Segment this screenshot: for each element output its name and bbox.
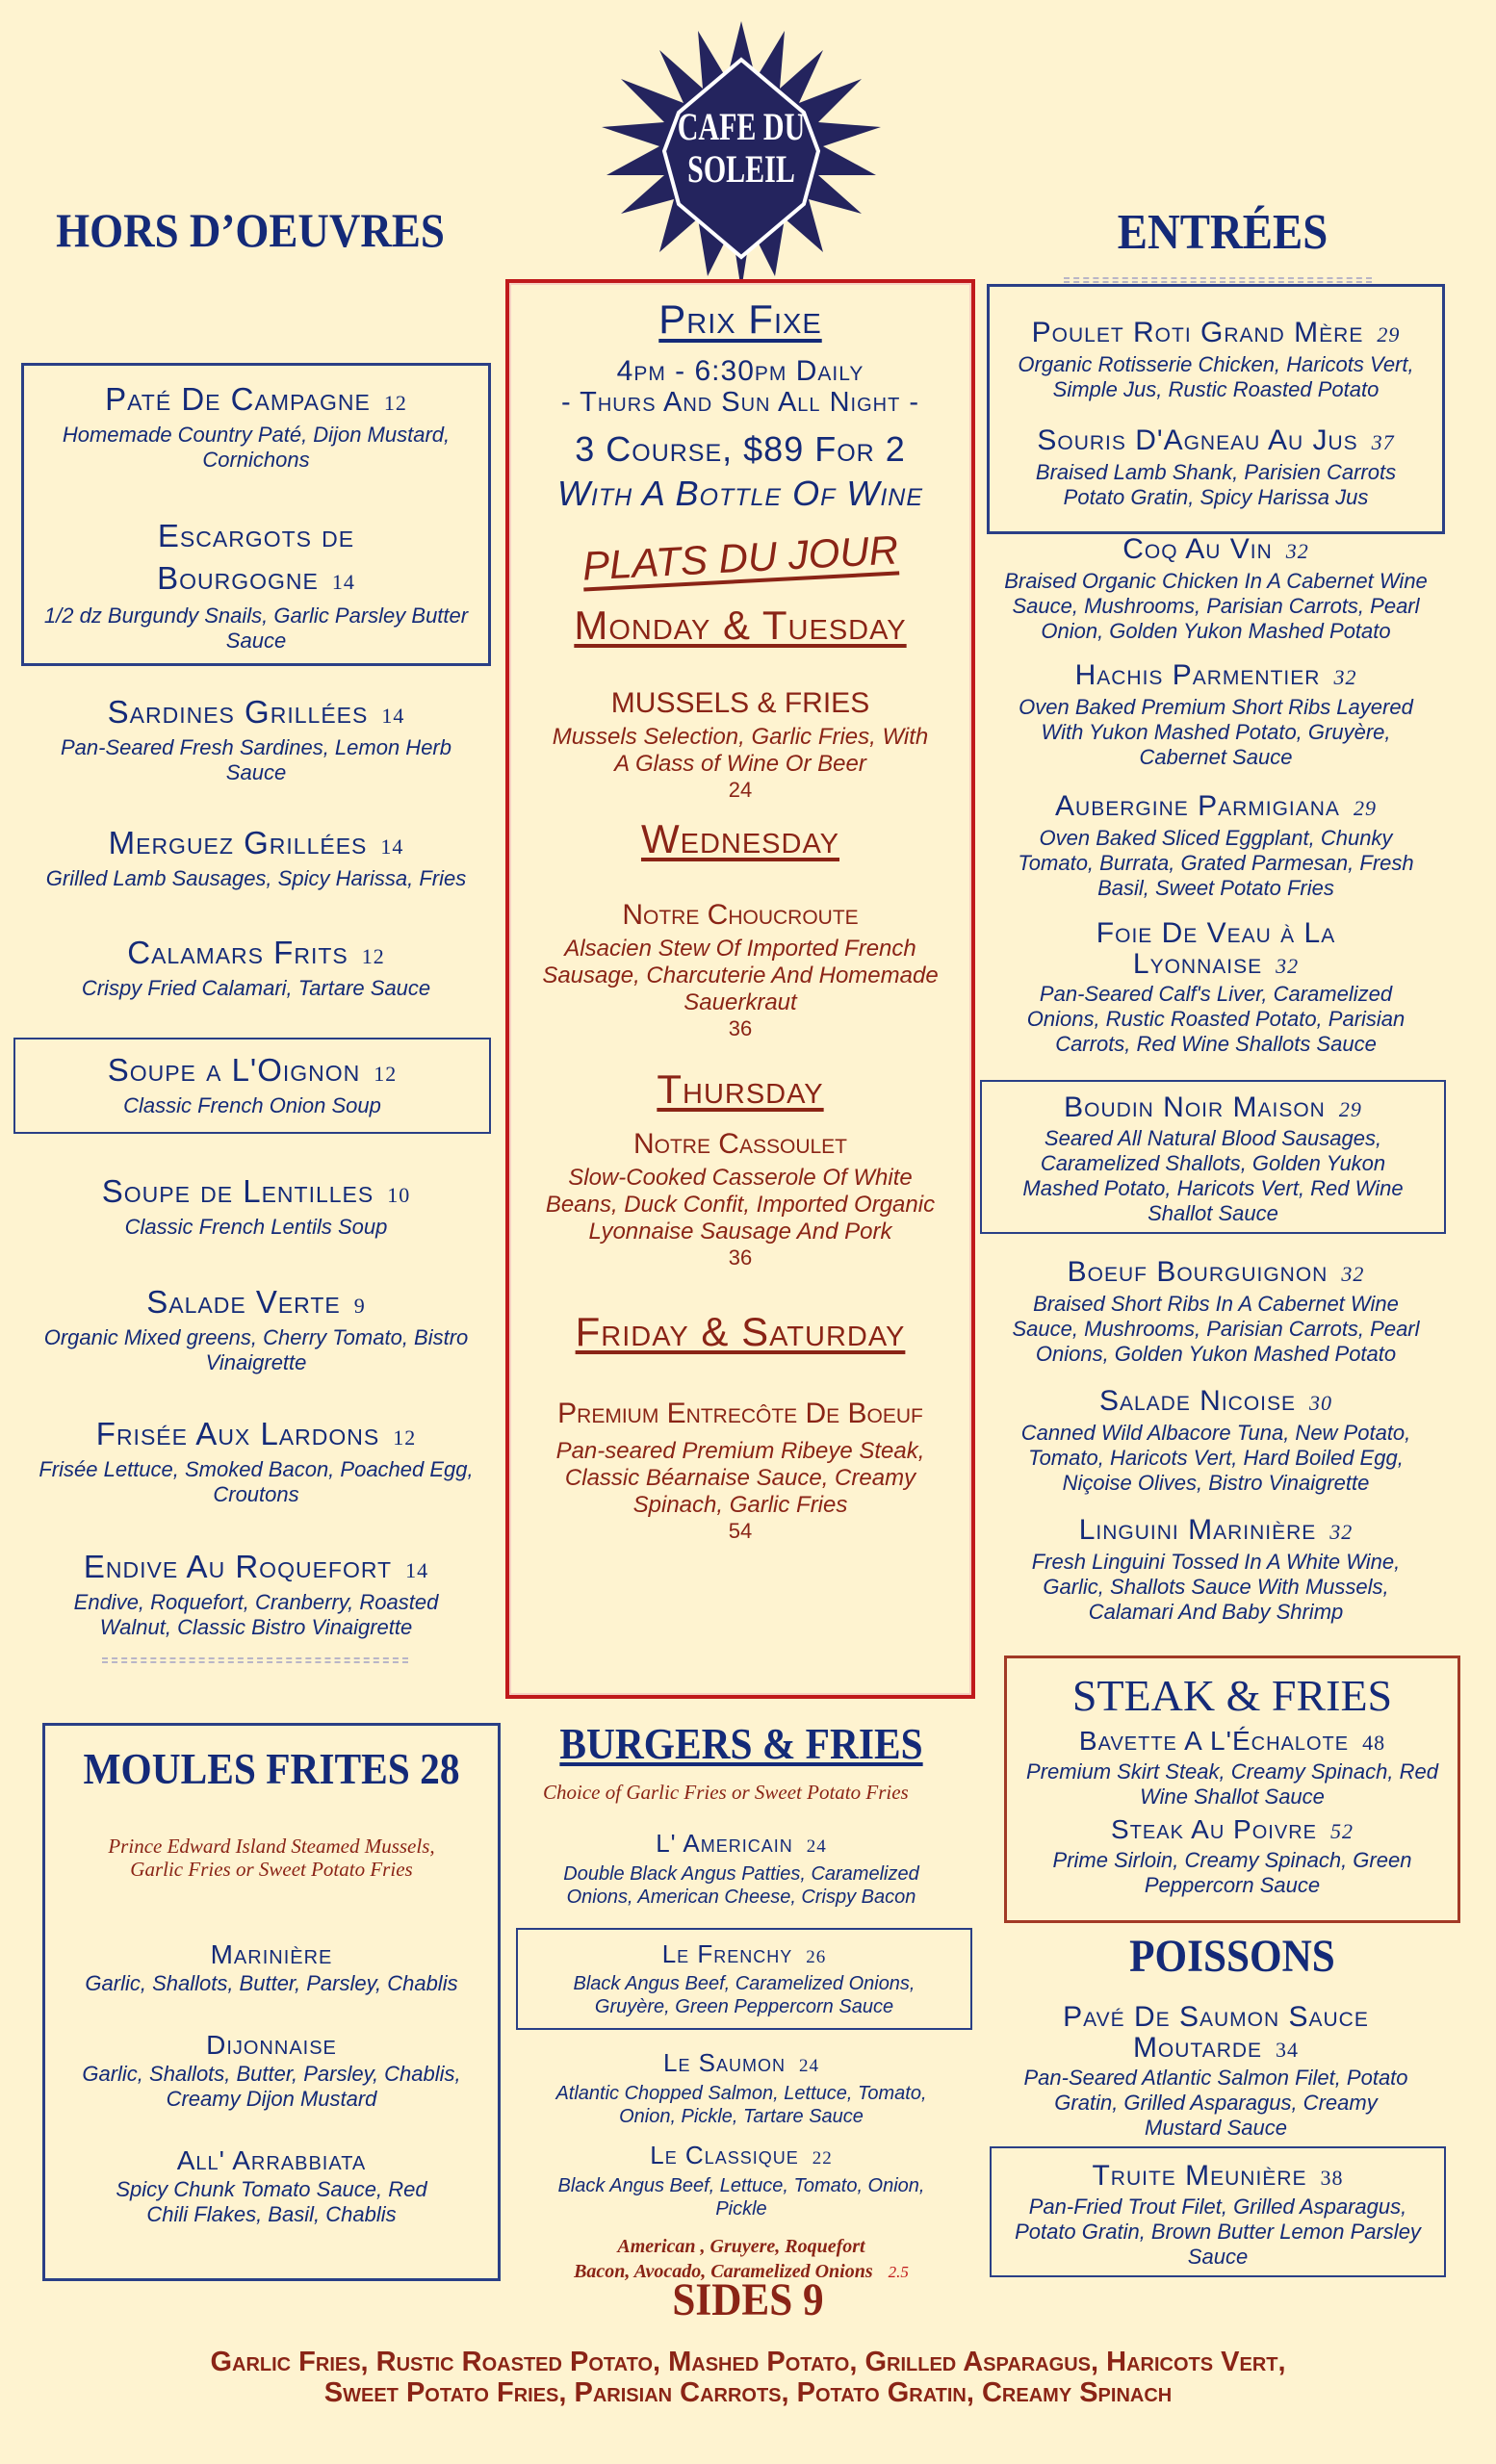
moules-frites-title: MOULES FRITES 28 [83,1744,460,1793]
dish-desc: Mussels Selection, Garlic Fries, With A Glass of Wine Or Beer [552,724,929,777]
menu-item: Salade Nicoise 30 Canned Wild Albacore Tuna, New Potato, Tomato, Haricots Vert, Hard Boiled Egg, Niçoise Olives, Bistro Vinaigrette [1020,1385,1411,1495]
dish-price: 36 [728,1016,753,1040]
divider [1064,277,1372,283]
burgers-title: BURGERS & FRIES [559,1719,923,1768]
burgers-subtitle: Choice of Garlic Fries or Sweet Potato Fries [543,1781,909,1804]
menu-item: Le Classique 22 Black Angus Beef, Lettuce, Tomato, Onion, Pickle [557,2141,925,2220]
dish-price: 36 [728,1245,753,1270]
divider [102,1657,408,1663]
dish-name: Notre Cassoulet [632,1128,848,1160]
menu-item: Poulet Roti Grand Mère 29 Organic Rotisserie Chicken, Haricots Vert, Simple Jus, Rustic Roasted Potato [1018,317,1414,401]
dish-desc: Slow-Cooked Casserole Of White Beans, Duck Confit, Imported Organic Lyonnaise Sausage And Pork [545,1165,936,1245]
menu-item-boxed: Soupe a L'Oignon 12 Classic French Onion Soup [13,1038,491,1134]
menu-item: Salade Verte 9 Organic Mixed greens, Cherry Tomato, Bistro Vinaigrette [43,1284,469,1374]
sides-list: Garlic Fries, Rustic Roasted Potato, Mashed Potato, Grilled Asparagus, Haricots Vert, Sweet Potato Fries, Parisian Carrots, Potato Gratin, Creamy Spinach [210,2347,1286,2408]
prix-fixe-wine: With A Bottle Of Wine [556,474,924,513]
dish-desc: Pan-seared Premium Ribeye Steak, Classic Béarnaise Sauce, Creamy Spinach, Garlic Fries [555,1438,925,1518]
prix-fixe-hours: 4pm - 6:30pm Daily [616,355,864,387]
menu-item: Bavette A L'Échalote 48 Premium Skirt Steak, Creamy Spinach, Red Wine Shallot Sauce [1026,1726,1438,1809]
logo [582,21,900,281]
dish-price: 24 [728,778,753,802]
menu-item-boxed: Le Frenchy 26 Black Angus Beef, Caramelized Onions, Gruyère, Green Peppercorn Sauce [516,1928,972,2030]
menu-item: Dijonnaise Garlic, Shallots, Butter, Parsley, Chablis, Creamy Dijon Mustard [82,2030,461,2111]
menu-item-boxed: Truite Meunière 38 Pan-Fried Trout Filet, Grilled Asparagus, Potato Gratin, Brown Butter Lemon Parsley Sauce [990,2146,1446,2277]
poissons-title: POISSONS [1129,1931,1335,1982]
menu-item: Sardines Grillées 14 Pan-Seared Fresh Sardines, Lemon Herb Sauce [61,694,451,784]
menu-item: All' Arrabbiata Spicy Chunk Tomato Sauce, Red Chili Flakes, Basil, Chablis [116,2145,427,2226]
menu-item: Escargots de Bourgogne 14 1/2 dz Burgundy Snails, Garlic Parsley Butter Sauce [43,518,469,653]
entrees-title: ENTRÉES [1117,205,1328,260]
logo-line2: SOLEIL [687,147,795,191]
day-monday-tuesday: Monday & Tuesday [574,603,907,648]
burgers-section [510,1718,972,2285]
menu-item: Marinière Garlic, Shallots, Butter, Parsley, Chablis [85,1939,458,1995]
day-wednesday: Wednesday [640,816,840,861]
steak-fries-title: STEAK & FRIES [1071,1671,1393,1720]
menu-item: Boeuf Bourguignon 32 Braised Short Ribs In A Cabernet Wine Sauce, Mushrooms, Parisian Carrots, Pearl Onions, Golden Yukon Mashed Potato [1012,1256,1420,1366]
menu-item: Calamars Frits 12 Crispy Fried Calamari, Tartare Sauce [81,935,431,1000]
menu-item: Souris D'Agneau Au Jus 37 Braised Lamb Shank, Parisien Carrots Potato Gratin, Spicy Harissa Jus [1035,424,1397,509]
prix-fixe-title: Prix Fixe [658,296,822,342]
hors-doeuvres-title: HORS D’OEUVRES [56,203,445,257]
menu-item-boxed: Boudin Noir Maison 29 Seared All Natural Blood Sausages, Caramelized Shallots, Golden Yukon Mashed Potato, Haricots Vert, Red Wine Shallot Sauce [980,1080,1446,1234]
prix-fixe-box [505,279,975,1699]
menu-item: Linguini Marinière 32 Fresh Linguini Tossed In A White Wine, Garlic, Shallots Sauce With Mussels, Calamari And Baby Shrimp [1031,1514,1401,1624]
prix-fixe-offer: 3 Course, $89 For 2 [575,429,906,469]
dish-name: Notre Choucroute [622,899,859,931]
steak-fries-box [1004,1656,1460,1923]
menu-item: Steak Au Poivre 52 Prime Sirloin, Creamy Spinach, Green Peppercorn Sauce [1052,1814,1412,1897]
menu-item: Endive Au Roquefort 14 Endive, Roquefort, Cranberry, Roasted Walnut, Classic Bistro Vinaigrette [73,1549,439,1639]
moules-frites-subtitle: Prince Edward Island Steamed Mussels, Garlic Fries or Sweet Potato Fries [108,1835,435,1881]
menu-item: Foie De Veau à La Lyonnaise 32 Pan-Seared Calf's Liver, Caramelized Onions, Rustic Roasted Potato, Parisian Carrots, Red Wine Shallots Sauce [1026,917,1406,1056]
sides-title: SIDES 9 [672,2274,824,2325]
menu-item: Coq Au Vin 32 Braised Organic Chicken In A Cabernet Wine Sauce, Mushrooms, Parisian Carrots, Pearl Onion, Golden Yukon Mashed Potato [1004,533,1428,643]
menu-item: Aubergine Parmigiana 29 Oven Baked Sliced Eggplant, Chunky Tomato, Burrata, Grated Parmesan, Fresh Basil, Sweet Potato Fries [1018,790,1414,900]
menu-item: Paté De Campagne 12 Homemade Country Paté, Dijon Mustard, Cornichons [62,381,451,472]
plats-du-jour-title: PLATS DU JOUR [580,526,900,589]
menu-item: L' Americain 24 Double Black Angus Patties, Caramelized Onions, American Cheese, Crispy Bacon [563,1829,919,1908]
menu-item: Soupe de Lentilles 10 Classic French Lentils Soup [101,1173,411,1239]
logo-line1: CAFE DU [677,105,806,148]
prix-fixe-nights: - Thurs And Sun All Night - [560,387,920,418]
menu-item: Frisée Aux Lardons 12 Frisée Lettuce, Smoked Bacon, Poached Egg, Croutons [39,1416,474,1506]
dish-name: Premium Entrecôte De Boeuf [557,1398,923,1429]
burger-addons: American , Gruyere, Roquefort Bacon, Avocado, Caramelized Onions 2.5 [574,2236,909,2282]
dish-name: MUSSELS & FRIES [610,687,870,719]
dish-price: 54 [728,1519,753,1543]
menu-item: Le Saumon 24 Atlantic Chopped Salmon, Lettuce, Tomato, Onion, Pickle, Tartare Sauce [555,2048,927,2127]
day-thursday: Thursday [657,1066,824,1112]
dish-desc: Alsacien Stew Of Imported French Sausage, Charcuterie And Homemade Sauerkraut [542,936,939,1015]
moules-frites-box [42,1723,501,2281]
menu-item: Hachis Parmentier 32 Oven Baked Premium Short Ribs Layered With Yukon Mashed Potato, Gruyère, Cabernet Sauce [1019,659,1413,769]
menu-item: Pavé De Saumon Sauce Moutarde 34 Pan-Seared Atlantic Salmon Filet, Potato Gratin, Grilled Asparagus, Creamy Mustard Sauce [1023,2001,1408,2140]
menu-item: Merguez Grillées 14 Grilled Lamb Sausages, Spicy Harissa, Fries [45,825,467,890]
day-friday-saturday: Friday & Saturday [575,1309,906,1354]
